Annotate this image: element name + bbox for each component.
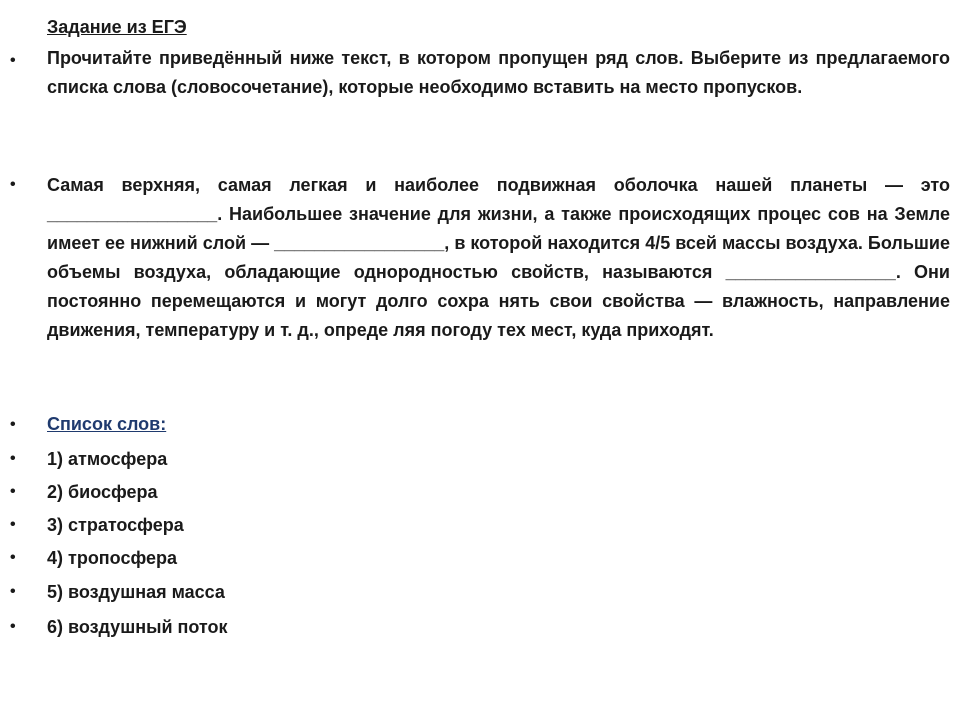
instruction-text: Прочитайте приведённый ниже текст, в котором пропущен ряд слов. Выберите из предлагаемого списка слова (словосочетание), которые необходимо вставить на место пропусков.: [47, 48, 950, 97]
bullet-icon: •: [10, 549, 16, 566]
bullet-icon: •: [10, 416, 16, 433]
word-list-item: 1) атмосфера: [47, 449, 168, 469]
task-title: Задание из ЕГЭ: [47, 17, 187, 37]
word-list-item: 2) биосфера: [47, 482, 158, 502]
passage-part-3: , в которой находится 4/5 всей массы воздуха. Большие объемы воздуха, обладающие однородностью свойств, называются: [47, 233, 950, 282]
blank-1: _________________: [47, 204, 218, 224]
bullet-icon: •: [10, 176, 16, 193]
word-list-item: 6) воздушный поток: [47, 617, 228, 637]
word-list-title: Список слов:: [47, 414, 167, 434]
bullet-icon: •: [10, 516, 16, 533]
blank-3: _________________: [725, 262, 896, 282]
blank-2: _________________: [274, 233, 445, 253]
bullet-icon: •: [10, 483, 16, 500]
word-list-item: 5) воздушная масса: [47, 582, 225, 602]
bullet-icon: •: [10, 583, 16, 600]
bullet-icon: •: [10, 52, 16, 69]
passage-part-4: . Они постоянно перемещаются и могут долго сохра нять свои свойства — влажность, направление движения, температуру и т. д., опреде ляя погоду тех мест, куда приходят.: [47, 262, 950, 340]
word-list-item: 4) тропосфера: [47, 548, 177, 568]
passage-text: [47, 171, 950, 345]
word-list-item: 3) стратосфера: [47, 515, 184, 535]
passage-part-2: . Наибольшее значение для жизни, а также происходящих процес сов на Земле имеет ее нижний слой —: [47, 204, 950, 253]
bullet-icon: •: [10, 618, 16, 635]
bullet-icon: •: [10, 450, 16, 467]
passage-part-1: Самая верхняя, самая легкая и наиболее подвижная оболочка нашей планеты — это: [47, 175, 950, 195]
